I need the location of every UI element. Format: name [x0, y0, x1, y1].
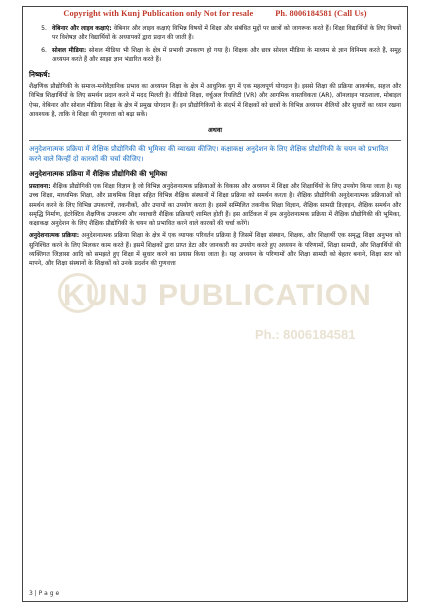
- list-item-text: सोशल मीडिया भी शिक्षा के क्षेत्र में प्रभावी उपकरण हो गया है। शिक्षक और छात्र सोशल मीडिया के माध्यम से ज्ञान विनिमय करते हैं, समूह अध्ययन करते हैं और साझा ज्ञान भंडारित करते हैं।: [52, 46, 401, 63]
- page-header: [23, 9, 407, 18]
- process-label: अनुदेशनात्मक प्रक्रिया:: [29, 232, 80, 240]
- header-phone: Ph. 8006184581 (Call Us): [275, 9, 367, 18]
- question-text: अनुदेशनात्मक प्रक्रिया में शैक्षिक प्रौद्योगिकी की भूमिका की व्याख्या कीजिए। कक्षाकक्ष अनुदेशन के लिए शैक्षिक प्रौद्योगिकी के चयन को प्रभावित करने वाले किन्हीं दो कारकों की चर्चा कीजिए।: [29, 144, 389, 163]
- page-content: [29, 21, 401, 272]
- list-number: 5.: [41, 25, 47, 32]
- list-item-heading: सोशल मीडिया:: [52, 46, 87, 54]
- watermark-text: KUNJ PUBLICATION: [63, 279, 372, 312]
- list-item: [29, 24, 401, 43]
- section-heading: अनुदेशनात्मक प्रक्रिया में शैक्षिक प्रौद्योगिकी की भूमिका: [29, 169, 168, 178]
- conclusion-heading: निष्कर्ष:: [29, 70, 51, 80]
- list-item-heading: वेबिनार और लाइव कक्षाएं:: [52, 25, 112, 32]
- list-item: [29, 46, 401, 65]
- conclusion-paragraph: शैक्षणिक प्रौद्योगिकी के समाज-मनोवैज्ञानिक प्रभाव का अध्ययन शिक्षा के क्षेत्र में आधुनिक युग में एक महत्वपूर्ण योगदान है। इससे शिक्षा की प्रक्रिया आकर्षक, सहज और विभिन्न शिक्षार्थियों के लिए समर्थन प्रदान करने में मदद मिलती है। वीडियो शिक्षा, वर्चुअल रियलिटी (VR) और आगमिक वास्तविकता (AR), ऑनलाइन पाठशाला, मोबाइल ऐप्स, वेबिनार और सोशल मीडिया शिक्षा के क्षेत्र में प्रमुख योगदान हैं। इन प्रौद्योगिकियों के संदर्भ में शिक्षकों को छात्रों के विभिन्न अध्ययन शैलियों और सुधारों का ध्यान रखना आवश्यक है, ताकि वे शिक्षा की गुणवत्ता को बढ़ा सकें।: [29, 83, 401, 119]
- page-number-footer: 3 | P a g e: [29, 590, 60, 597]
- intro-label: प्रस्तावना:: [29, 182, 51, 190]
- process-text: अनुदेशनात्मक प्रक्रिया शिक्षा के क्षेत्र में एक व्यापक परिवर्तन प्रक्रिया है जिसमें शिक्षा संस्थान, शिक्षक, और शिक्षार्थी एक समृद्ध शिक्षा अनुभव को सुनिश्चित करने के लिए मिलकर काम करते हैं। इसमें शिक्षकों द्वारा प्राप्त डेटा और जानकारी का उपयोग करते हुए अध्ययन के परिणामों, शिक्षा सामग्री, और शिक्षार्थियों की व्यक्तिगत जिज्ञासा आदि को समझते हुए शिक्षा में सुधार करने का प्रयास किया जाता है। यह अध्ययन के परिणामों और शिक्षा सामग्री को बेहतर बनाने, शिक्षा स्तर को मापने, और शिक्षा संस्थानों के शिक्षकों को उनके प्रदर्शन की गुणवत्ता: [29, 232, 402, 268]
- process-paragraph: [29, 231, 401, 268]
- list-item-text: वेबिनार और लाइव कक्षाएं विभिन्न विषयों में शिक्षा और संबंधित मुद्दों पर छात्रों को जागरूक करते हैं। शिक्षा विद्यार्थियों के लिए विषयों पर विशेषज्ञ और विद्यार्थियों के अध्यापकों द्वारा प्रदान की जाती हैं।: [52, 25, 402, 42]
- watermark-logo: [58, 273, 98, 313]
- or-separator: अथवा: [207, 126, 223, 135]
- copyright-notice: Copyright with Kunj Publication only Not for resale: [63, 9, 254, 18]
- document-page: [22, 6, 408, 602]
- list-number: 6.: [41, 46, 47, 54]
- intro-text: शैक्षिक प्रौद्योगिकी एक शिक्षा विज्ञान है जो विभिन्न अनुदेशनात्मक प्रक्रियाओं के विकास और अध्ययन में शिक्षा और शिक्षार्थियों के लिए उपयोग किया जाता है। यह उच्च शिक्षा, माध्यमिक शिक्षा, और प्राथमिक शिक्षा सहित विभिन्न शैक्षिक संस्थानों में शिक्षा प्रक्रिया को समर्थन करता है। शैक्षिक प्रौद्योगिकी अनुदेशनात्मक प्रक्रियाओं को समर्थन करने के लिए विभिन्न उपकरणों, तकनीकों, और उपायों का उपयोग करता है। इसमें सम्मिलित तकनीक शिक्षा विज्ञान, शैक्षिक सामग्री डिज़ाइन, शैक्षिक समर्थन और समृद्धि निर्माण, इंटरेक्टिव शैक्षणिक उपकरण और नवाचारी शैक्षिक प्रक्रियाएँ शामिल होती हैं। इस आर्टिकल में हम अनुदेशनात्मक प्रक्रिया में शैक्षिक प्रौद्योगिकी की भूमिका, कक्षाकक्ष अनुदेशन के लिए शैक्षिक प्रौद्योगिकी के चयन को प्रभावित करने वाले कारकों की चर्चा करेंगे।: [29, 182, 401, 228]
- divider: [29, 140, 401, 141]
- watermark-phone: Ph.: 8006184581: [255, 327, 356, 342]
- intro-paragraph: [29, 182, 401, 228]
